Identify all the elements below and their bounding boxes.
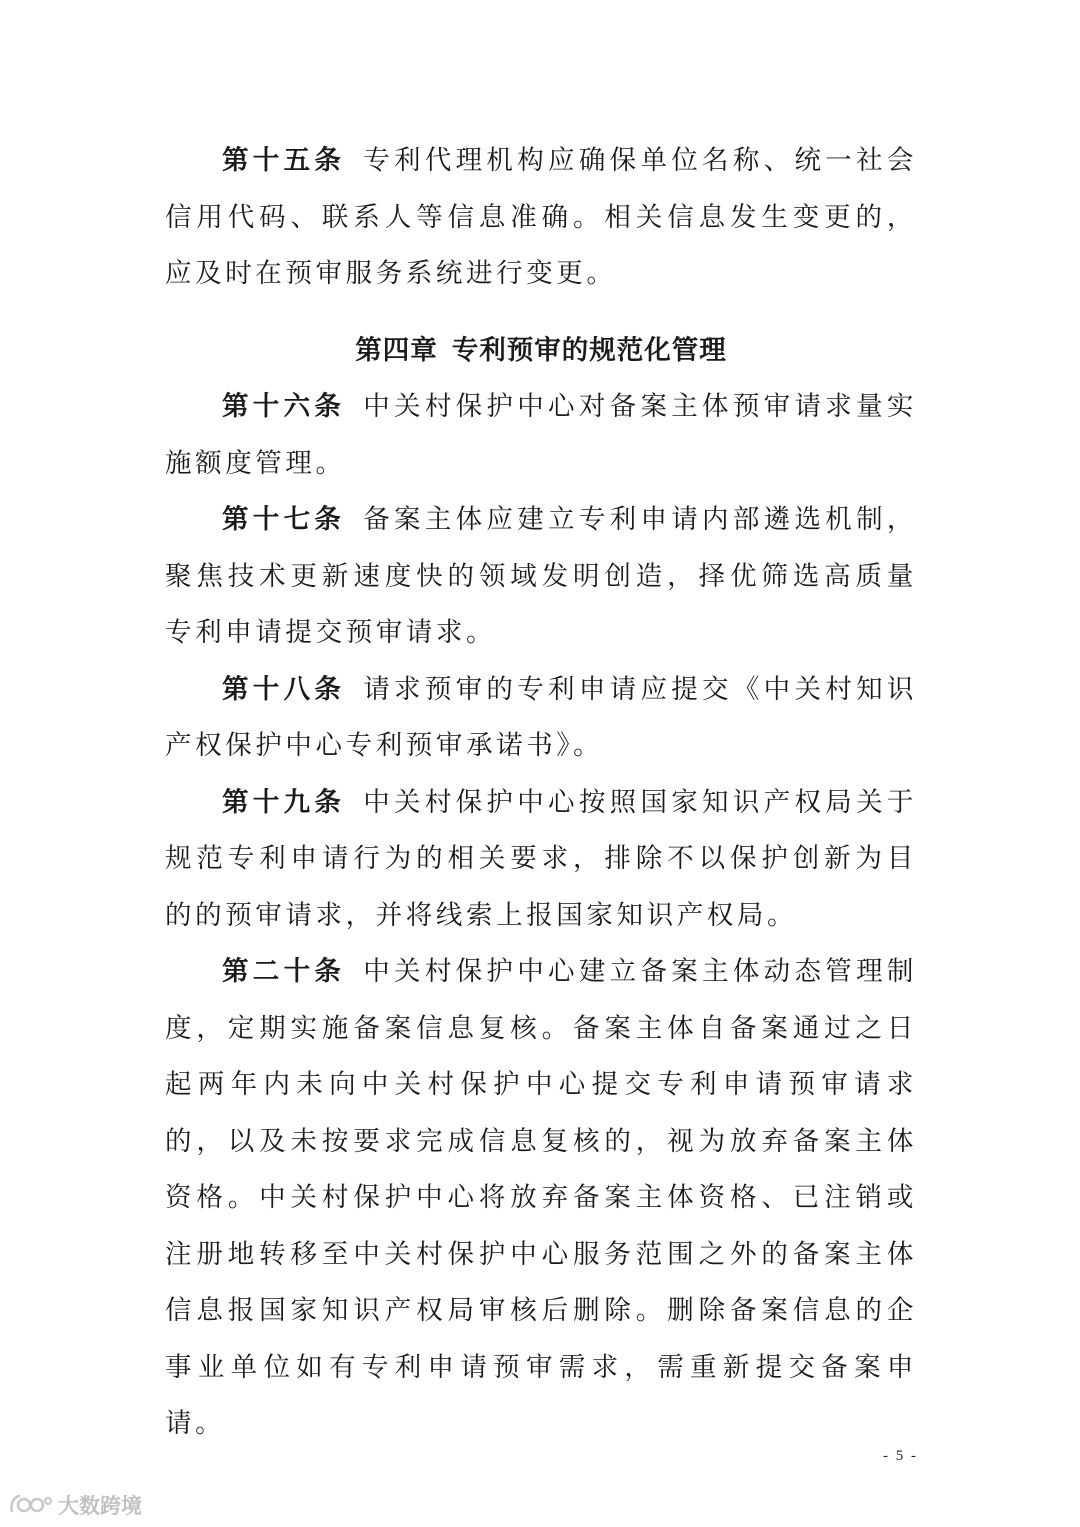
article-19 (165, 775, 917, 945)
document-body (165, 133, 917, 1453)
article-text: 中关村保护中心按照国家知识产权局关于规范专利申请行为的相关要求，排除不以保护创新为目的的预审请求，并将线索上报国家知识产权局。 (165, 786, 917, 931)
chapter-title: 专利预审的规范化管理 (451, 334, 727, 366)
chapter-number: 第四章 (355, 334, 438, 366)
article-text: 专利代理机构应确保单位名称、统一社会信用代码、联系人等信息准确。相关信息发生变更的，应及时在预审服务系统进行变更。 (165, 145, 917, 289)
article-16 (165, 379, 917, 492)
watermark-text: 大数跨境 (58, 1494, 142, 1518)
article-18 (165, 662, 917, 775)
article-15 (165, 133, 917, 303)
article-number: 第十六条 (222, 391, 346, 422)
article-text: 中关村保护中心对备案主体预审请求量实施额度管理。 (165, 391, 917, 479)
article-number: 第十五条 (222, 145, 346, 176)
article-number: 第二十条 (222, 956, 346, 987)
chapter-heading (165, 323, 917, 380)
article-number: 第十九条 (222, 786, 346, 818)
page-number: - 5 - (883, 1448, 918, 1464)
watermark-logo-icon (8, 1492, 54, 1518)
article-20 (165, 944, 917, 1453)
article-number: 第十七条 (222, 504, 346, 535)
article-text: 中关村保护中心建立备案主体动态管理制度，定期实施备案信息复核。备案主体自备案通过之日起两年内未向中关村保护中心提交专利申请预审请求的，以及未按要求完成信息复核的，视为放弃备案主体资格。中关村保护中心将放弃备案主体资格、已注销或注册地转移至中关村保护中心服务范围之外的备案主体信息报国家知识产权局审核后删除。删除备案信息的企事业单位如有专利申请预审需求，需重新提交备案申请。 (165, 956, 917, 1439)
article-text: 备案主体应建立专利申请内部遴选机制，聚焦技术更新速度快的领域发明创造，择优筛选高质量专利申请提交预审请求。 (165, 504, 917, 648)
article-17 (165, 492, 917, 662)
article-text: 请求预审的专利申请应提交《中关村知识产权保护中心专利预审承诺书》。 (165, 673, 917, 761)
watermark (8, 1490, 142, 1520)
article-number: 第十八条 (222, 673, 346, 705)
